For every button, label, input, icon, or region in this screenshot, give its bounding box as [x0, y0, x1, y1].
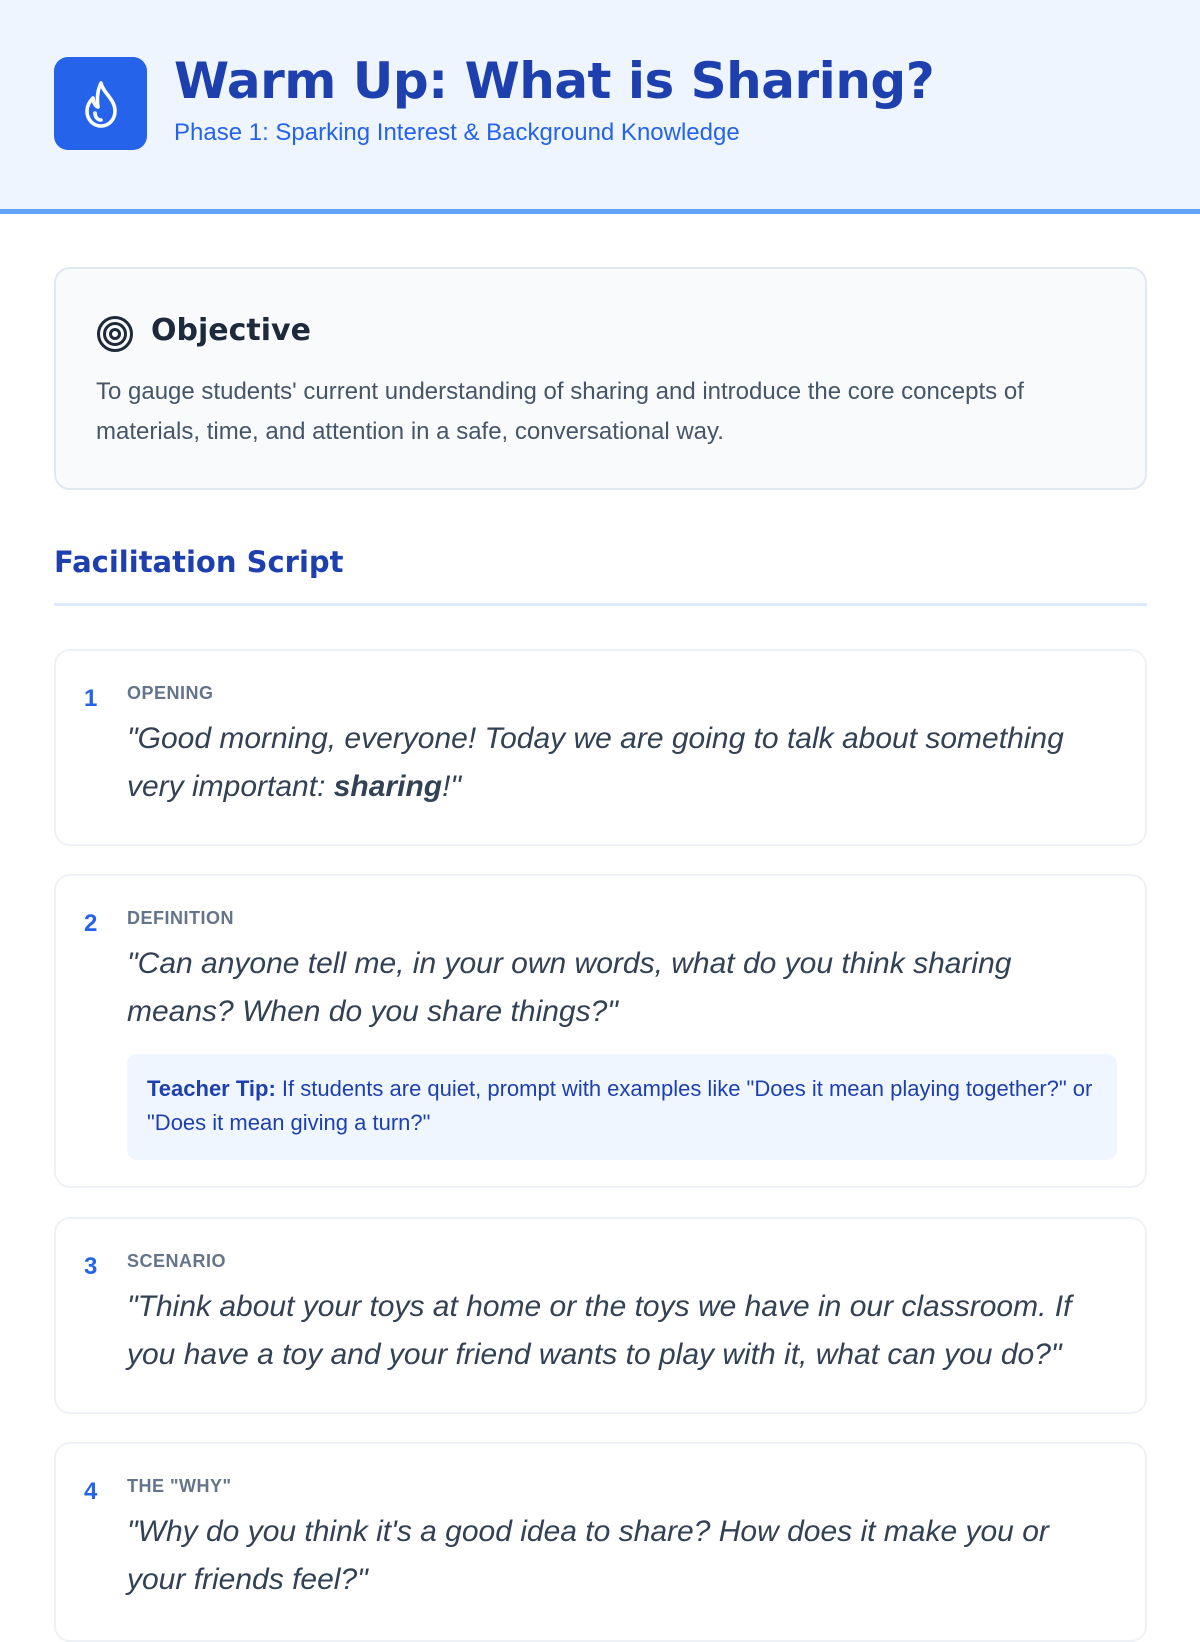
script-step [54, 1217, 1147, 1414]
page-header [0, 0, 1200, 214]
page-title: Warm Up: What is Sharing? [174, 52, 935, 110]
objective-heading: Objective [151, 313, 311, 348]
script-step [54, 1442, 1147, 1642]
step-quote-text: "Good morning, everyone! Today we are going to talk about something very important: [127, 722, 1064, 803]
teacher-tip-label: Teacher Tip: [147, 1076, 276, 1101]
script-step [54, 649, 1147, 846]
target-icon [96, 315, 134, 353]
step-number: 1 [84, 685, 98, 712]
flame-icon [54, 57, 147, 150]
page-subtitle: Phase 1: Sparking Interest & Background Knowledge [174, 119, 740, 146]
step-label: DEFINITION [127, 908, 234, 928]
step-number: 2 [84, 910, 98, 937]
step-label: THE "WHY" [127, 1476, 232, 1496]
step-number: 3 [84, 1253, 98, 1280]
objective-card [54, 267, 1147, 490]
teacher-tip-text: If students are quiet, prompt with examples like "Does it mean playing together?" or "Does it mean giving a turn?" [147, 1076, 1093, 1135]
step-quote: "Can anyone tell me, in your own words, what do you think sharing means? When do you share things?" [127, 947, 1012, 1028]
step-number: 4 [84, 1478, 98, 1505]
script-step [54, 874, 1147, 1188]
flame-icon-glyph [79, 79, 123, 129]
step-quote: "Why do you think it's a good idea to share? How does it make you or your friends feel?" [127, 1515, 1049, 1596]
step-label: SCENARIO [127, 1251, 227, 1271]
step-label: OPENING [127, 683, 214, 703]
step-quote [127, 715, 1087, 811]
objective-text: To gauge students' current understanding of sharing and introduce the core concepts of materials, time, and attention in a safe, conversational way. [96, 378, 1024, 445]
step-quote-emphasis: sharing [333, 770, 443, 803]
teacher-tip [127, 1054, 1117, 1160]
step-quote-end: !" [442, 770, 462, 803]
step-quote: "Think about your toys at home or the toys we have in our classroom. If you have a toy and your friend wants to play with it, what can you do?" [127, 1290, 1072, 1371]
section-divider [54, 603, 1147, 606]
section-title: Facilitation Script [54, 545, 344, 579]
